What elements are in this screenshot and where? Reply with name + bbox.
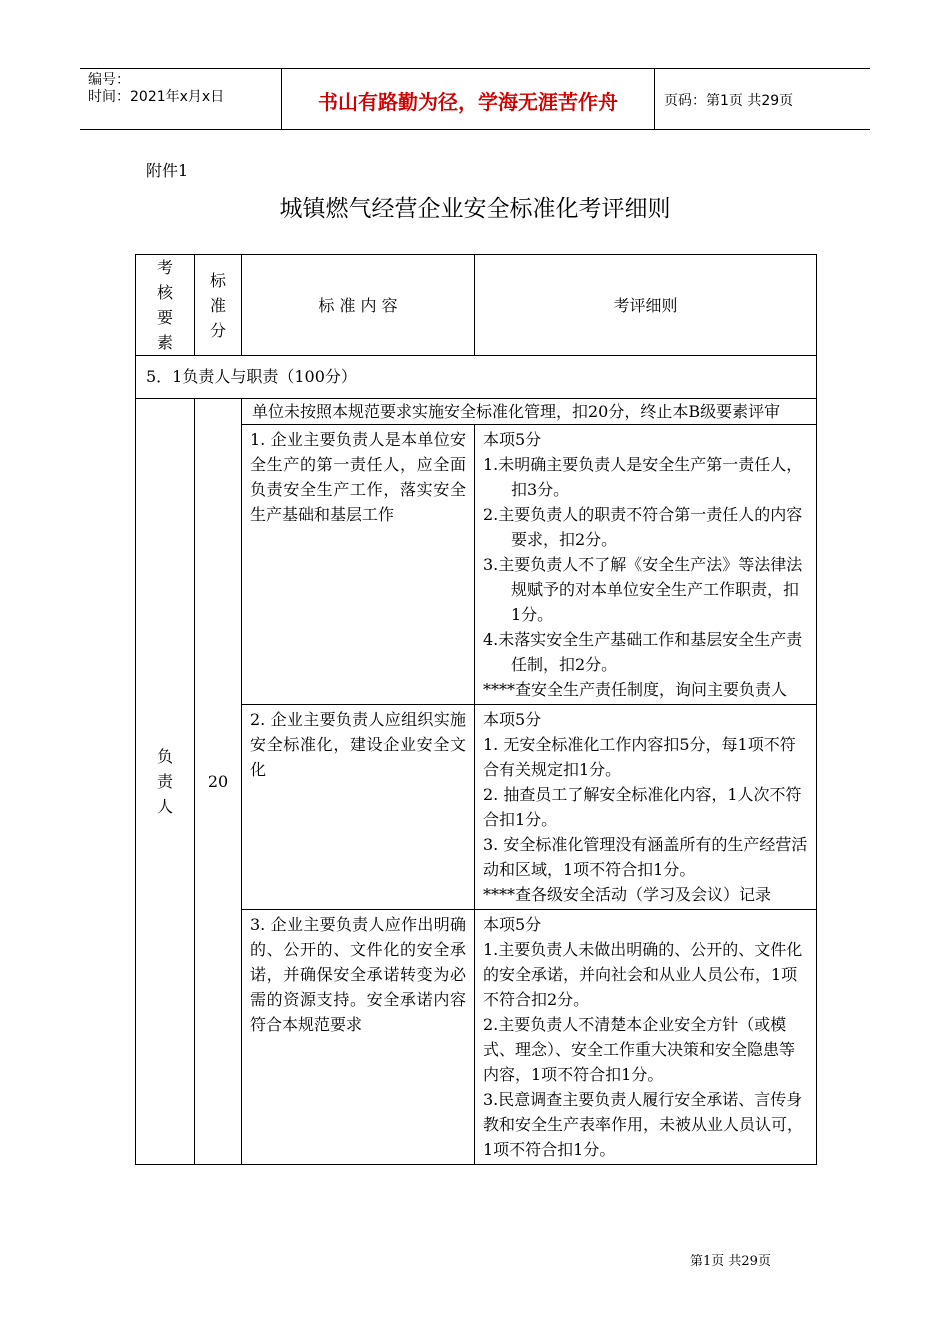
element-cell: 负责人 bbox=[136, 399, 195, 1165]
header-element: 考核要素 bbox=[136, 255, 195, 356]
evaluation-table bbox=[135, 254, 817, 1165]
header-bottom-rule bbox=[80, 129, 870, 130]
table-row bbox=[136, 399, 817, 425]
section-row bbox=[136, 356, 817, 399]
table-header-row bbox=[136, 255, 817, 356]
header-motto: 书山有路勤为径，学海无涯苦作舟 bbox=[318, 90, 618, 114]
header-score: 标准分 bbox=[195, 255, 242, 356]
header-details: 考评细则 bbox=[475, 255, 817, 356]
details-cell: 本项5分 1. 无安全标准化工作内容扣5分，每1项不符合有关规定扣1分。 2. 抽查员工了解安全标准化内容，1人次不符合扣1分。 3. 安全标准化管理没有涵盖所有的生产经营活动和区域，1项不符合扣1分。 ****查各级安全活动（学习及会议）记录 bbox=[475, 705, 817, 910]
document-title: 城镇燃气经营企业安全标准化考评细则 bbox=[279, 196, 671, 222]
header-divider bbox=[281, 68, 282, 129]
attachment-label: 附件1 bbox=[146, 161, 189, 180]
header-top-rule bbox=[80, 68, 870, 69]
intro-cell: 单位未按照本规范要求实施安全标准化管理，扣20分，终止本B级要素评审 bbox=[242, 399, 817, 425]
header-time: 时间：2021年x月x日 bbox=[88, 89, 225, 105]
page-footer: 第1页 共29页 bbox=[690, 1254, 771, 1269]
section-title: 5．1负责人与职责（100分） bbox=[136, 356, 817, 399]
criterion-cell: 2. 企业主要负责人应组织实施安全标准化，建设企业安全文化 bbox=[242, 705, 475, 910]
score-cell: 20 bbox=[195, 399, 242, 1165]
criterion-cell: 3. 企业主要负责人应作出明确的、公开的、文件化的安全承诺，并确保安全承诺转变为必需的资源支持。安全承诺内容符合本规范要求 bbox=[242, 910, 475, 1165]
header-divider bbox=[654, 68, 655, 129]
header-page-info: 页码：第1页 共29页 bbox=[664, 93, 794, 109]
header-meta bbox=[88, 72, 224, 106]
header-content: 标 准 内 容 bbox=[242, 255, 475, 356]
details-cell: 本项5分 1.主要负责人未做出明确的、公开的、文件化的安全承诺，并向社会和从业人员公布，1项不符合扣2分。 2.主要负责人不清楚本企业安全方针（或模式、理念）、安全工作重大决策和安全隐患等内容，1项不符合扣1分。 3.民意调查主要负责人履行安全承诺、言传身教和安全生产表率作用，未被从业人员认可，1项不符合扣1分。 bbox=[475, 910, 817, 1165]
criterion-cell: 1. 企业主要负责人是本单位安全生产的第一责任人，应全面负责安全生产工作，落实安全生产基础和基层工作 bbox=[242, 425, 475, 705]
details-cell: 本项5分 1.未明确主要负责人是安全生产第一责任人，扣3分。 2.主要负责人的职责不符合第一责任人的内容要求，扣2分。 3.主要负责人不了解《安全生产法》等法律法规赋予的对本单位安全生产工作职责，扣1分。 4.未落实安全生产基础工作和基层安全生产责任制，扣2分。 ****查安全生产责任制度，询问主要负责人 bbox=[475, 425, 817, 705]
header-number: 编号： bbox=[88, 72, 130, 88]
